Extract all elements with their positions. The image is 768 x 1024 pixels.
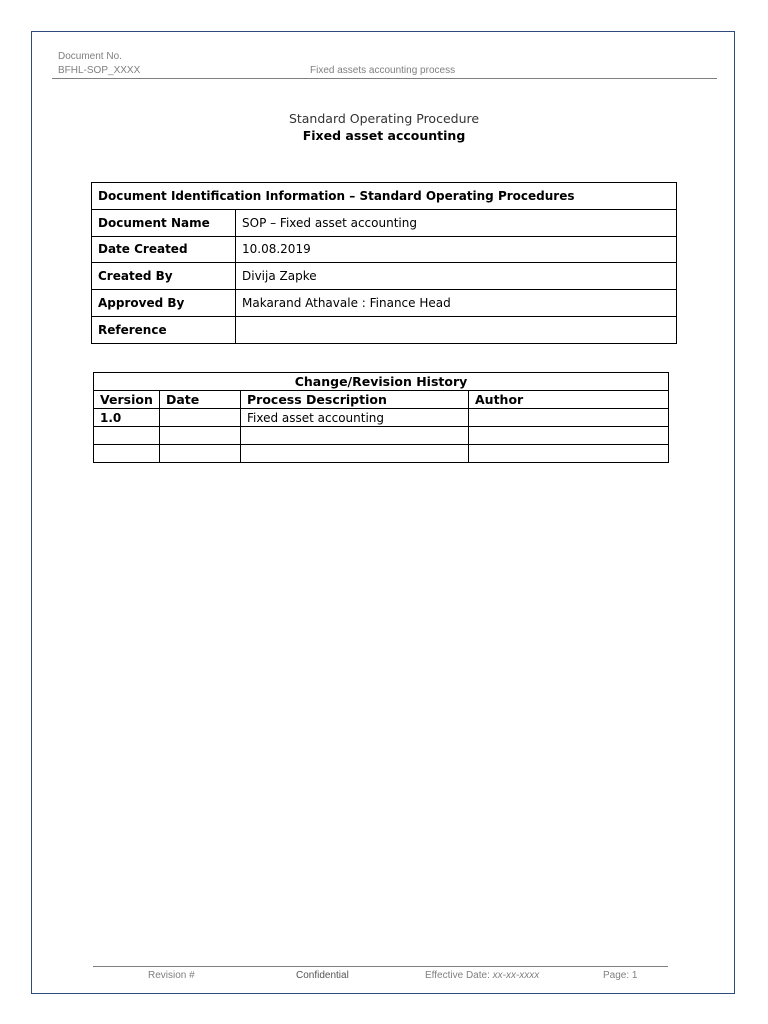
column-header-date: Date: [160, 391, 241, 409]
footer-effective-value: xx-xx-xxxx: [492, 970, 540, 981]
cell-date: [160, 445, 241, 463]
cell-version: [94, 427, 160, 445]
document-subtitle: Fixed asset accounting: [302, 128, 466, 143]
page-border: [31, 31, 735, 994]
header-divider: [52, 78, 717, 79]
row-label: Approved By: [92, 290, 236, 317]
row-value: SOP – Fixed asset accounting: [236, 209, 677, 236]
table-row: [94, 409, 669, 427]
table-row: [92, 263, 677, 290]
table-row: [92, 316, 677, 343]
header-doc-no-label: Document No.: [58, 51, 122, 62]
table-header-row: [94, 391, 669, 409]
cell-author: [469, 409, 669, 427]
footer-confidential: Confidential: [296, 970, 349, 981]
footer-effective-date: [425, 970, 539, 981]
table-row: [94, 427, 669, 445]
row-value: Makarand Athavale : Finance Head: [236, 290, 677, 317]
header-doc-code: BFHL-SOP_XXXX: [58, 65, 141, 76]
row-label: Document Name: [92, 209, 236, 236]
column-header-author: Author: [469, 391, 669, 409]
document-title: Standard Operating Procedure: [288, 111, 480, 126]
identification-heading: Document Identification Information – Standard Operating Procedures: [92, 183, 677, 210]
row-label: Date Created: [92, 236, 236, 263]
row-value: 10.08.2019: [236, 236, 677, 263]
cell-date: [160, 427, 241, 445]
table-row: [92, 209, 677, 236]
footer-divider: [93, 966, 668, 967]
cell-process-description: [241, 427, 469, 445]
header-process-title: Fixed assets accounting process: [310, 65, 456, 76]
table-row: [94, 445, 669, 463]
column-header-version: Version: [94, 391, 160, 409]
cell-process-description: Fixed asset accounting: [241, 409, 469, 427]
revision-history-table: [93, 372, 669, 463]
row-value: [236, 316, 677, 343]
row-value: Divija Zapke: [236, 263, 677, 290]
table-row: [94, 373, 669, 391]
identification-table: [91, 182, 677, 344]
table-row: [92, 236, 677, 263]
cell-version: 1.0: [94, 409, 160, 427]
cell-date: [160, 409, 241, 427]
cell-process-description: [241, 445, 469, 463]
table-row: [92, 183, 677, 210]
cell-version: [94, 445, 160, 463]
column-header-process-description: Process Description: [241, 391, 469, 409]
row-label: Reference: [92, 316, 236, 343]
row-label: Created By: [92, 263, 236, 290]
revision-caption: Change/Revision History: [94, 373, 669, 391]
footer-revision: Revision #: [148, 970, 195, 981]
cell-author: [469, 427, 669, 445]
table-row: [92, 290, 677, 317]
footer-page-number: Page: 1: [603, 970, 638, 981]
footer-effective-label: Effective Date:: [425, 970, 493, 981]
cell-author: [469, 445, 669, 463]
